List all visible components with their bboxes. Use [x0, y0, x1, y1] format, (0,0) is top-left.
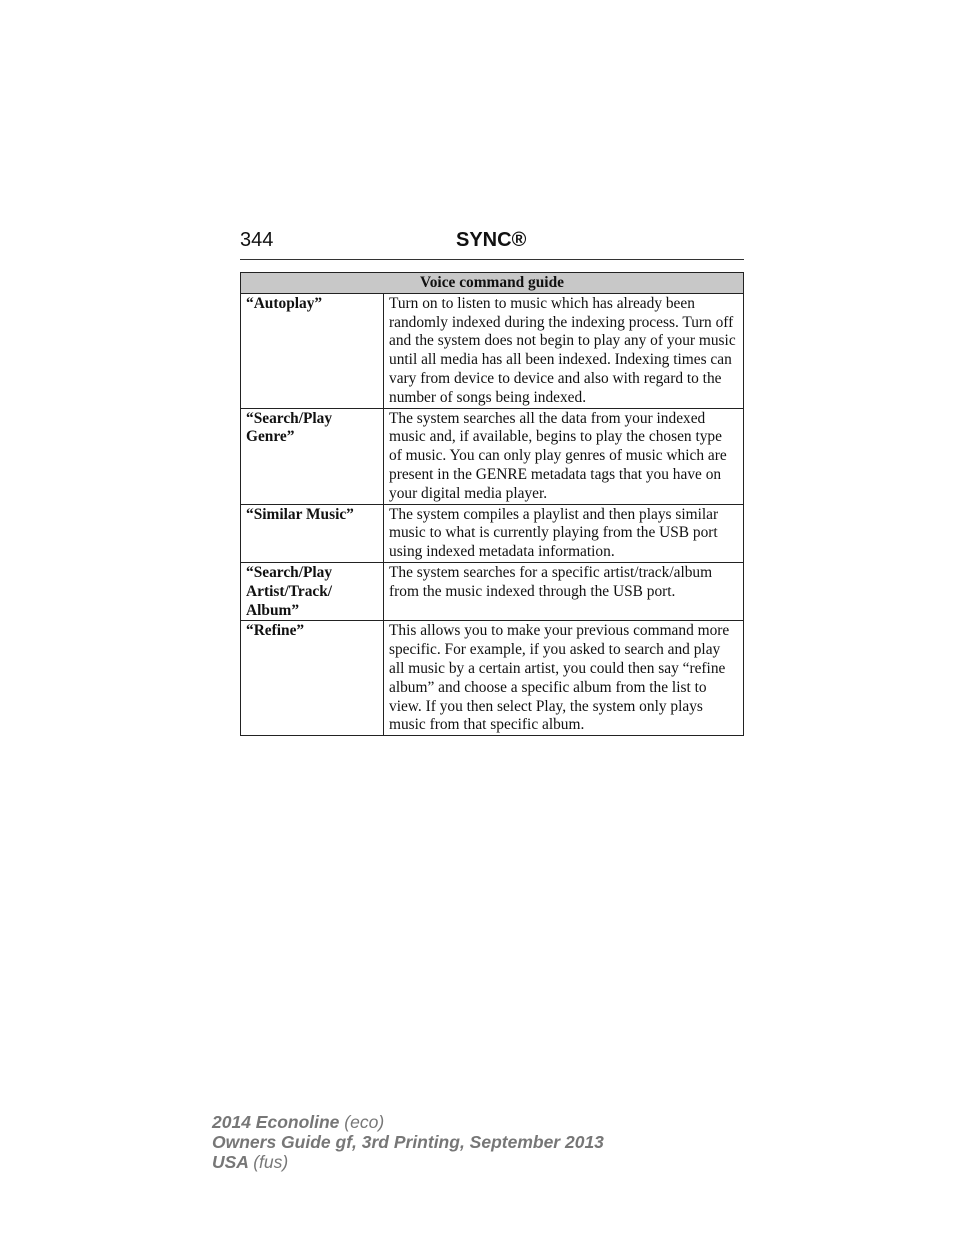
table-title: Voice command guide	[241, 273, 744, 294]
command-cell: “Refine”	[241, 621, 384, 736]
footer	[212, 1112, 604, 1172]
footer-line-1	[212, 1112, 604, 1132]
command-cell: “Search/Play Genre”	[241, 408, 384, 504]
command-cell: “Search/Play Artist/Track/ Album”	[241, 562, 384, 620]
command-cell: “Autoplay”	[241, 293, 384, 408]
footer-line-2: Owners Guide gf, 3rd Printing, September 2013	[212, 1132, 604, 1152]
description-cell: The system compiles a playlist and then plays similar music to what is currently playing from the USB port using indexed metadata information.	[384, 504, 744, 562]
section-title: SYNC®	[456, 229, 527, 251]
table-row	[241, 408, 744, 504]
table-row	[241, 562, 744, 620]
footer-line-3	[212, 1152, 604, 1172]
description-cell: The system searches all the data from your indexed music and, if available, begins to play the chosen type of music. You can only play genres of music which are present in the GENRE metadata tags that you have on your digital media player.	[384, 408, 744, 504]
voice-command-table	[240, 272, 744, 736]
header-rule	[240, 259, 744, 260]
footer-model: 2014 Econoline	[212, 1112, 340, 1132]
table-title-row	[241, 273, 744, 294]
footer-model-code: (eco)	[344, 1112, 385, 1132]
table-row	[241, 293, 744, 408]
description-cell: Turn on to listen to music which has already been randomly indexed during the indexing process. Turn off and the system does not begin to play any of your music until all media has all been indexed. Indexing times can vary from device to device and also with regard to the number of songs being indexed.	[384, 293, 744, 408]
footer-region-code: (fus)	[253, 1152, 289, 1172]
table-row	[241, 504, 744, 562]
command-cell: “Similar Music”	[241, 504, 384, 562]
description-cell: This allows you to make your previous command more specific. For example, if you asked to search and play all music by a certain artist, you could then say “refine album” and choose a specific album from the list to view. If you then select Play, the system only plays music from that specific album.	[384, 621, 744, 736]
page-number: 344	[240, 229, 274, 251]
footer-region: USA	[212, 1152, 249, 1172]
table-row	[241, 621, 744, 736]
description-cell: The system searches for a specific artist/track/album from the music indexed through the USB port.	[384, 562, 744, 620]
